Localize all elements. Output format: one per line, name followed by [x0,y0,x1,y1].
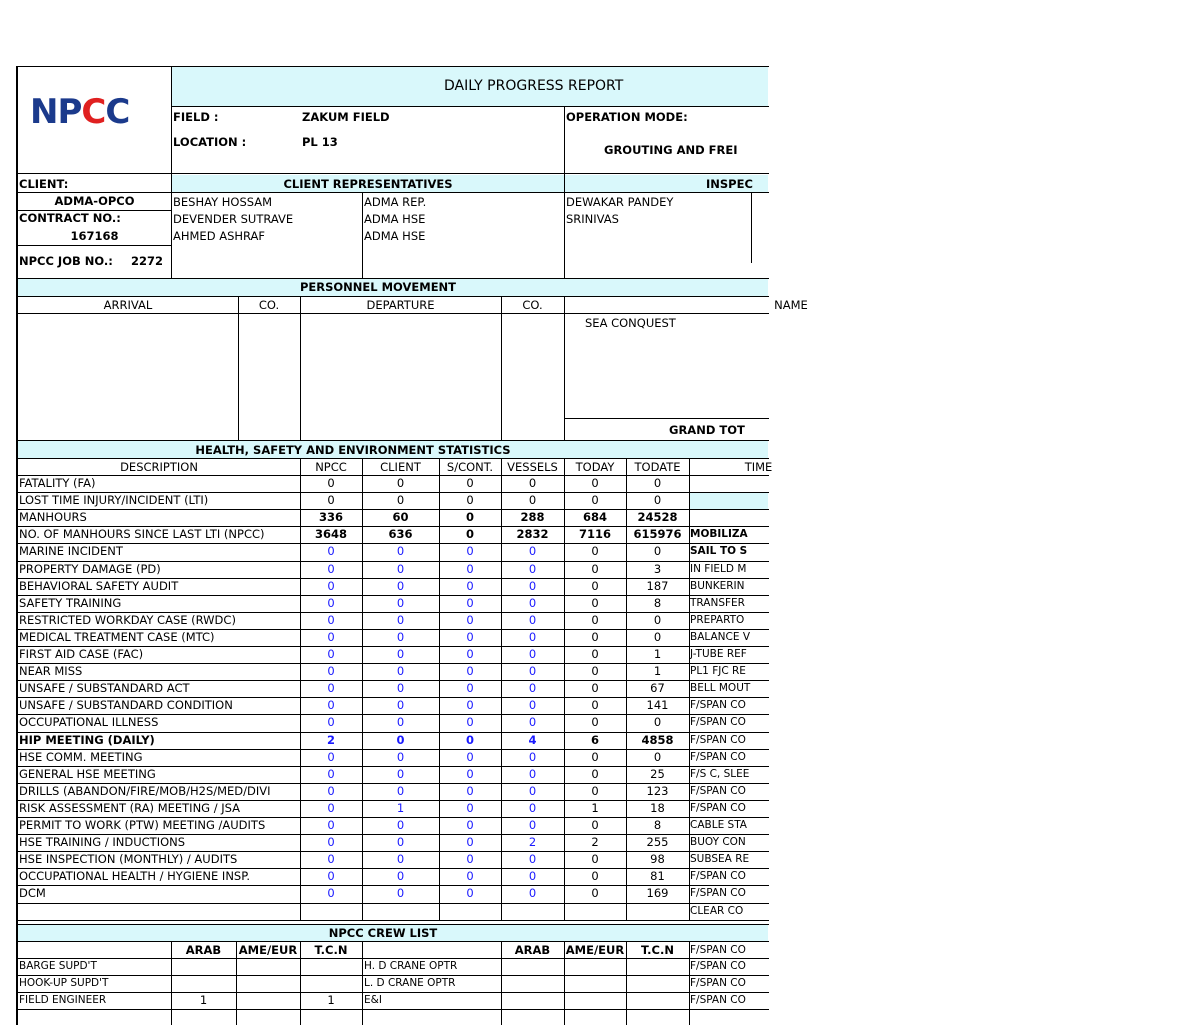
hse-row-t: 0 [591,715,599,729]
activity-item: F/SPAN CO [690,887,746,899]
client-rep-role: ADMA HSE [364,229,426,243]
hse-row-c: 0 [396,630,405,644]
hse-row-td: 0 [653,544,662,558]
grid-line-v [362,192,363,279]
hse-row-s: 0 [466,579,474,593]
hse-row-v: 0 [528,750,537,764]
activity-item: J-TUBE REF [690,648,747,660]
hse-row-v: 0 [528,886,537,900]
inspector-name: DEWAKAR PANDEY [566,195,674,209]
activity-item: PREPARTO [690,614,745,626]
hse-row-c: 0 [396,681,405,695]
grid-line-h [18,992,769,993]
operation-mode-value: GROUTING AND FREI [604,143,738,157]
grid-line-h [16,66,769,67]
hse-col-5: TODAY [575,460,615,474]
hse-row-n: 0 [327,493,335,507]
crew-col-3: ARAB [514,943,551,957]
grid-line-h [565,418,769,419]
hse-row-description: MARINE INCIDENT [19,544,123,558]
hse-row-v: 0 [528,869,537,883]
hse-row-c: 0 [396,835,405,849]
hse-row-td: 0 [653,715,662,729]
hse-row-n: 0 [327,715,335,729]
hse-row-n: 0 [327,869,335,883]
hse-title: HEALTH, SAFETY AND ENVIRONMENT STATISTICS [195,443,511,457]
activity-item: CABLE STA [690,819,747,831]
hse-row-s: 0 [466,681,474,695]
activity-item: F/SPAN CO [690,944,746,956]
hse-row-c: 0 [396,818,405,832]
hse-row-s: 0 [466,869,474,883]
hse-row-n: 0 [327,681,335,695]
hse-row-s: 0 [465,527,474,541]
crew-tcn: 1 [327,993,335,1007]
hse-row-td: 141 [646,698,669,712]
hse-row-td: 123 [646,784,669,798]
hse-row-td: 0 [653,476,662,490]
location-label: LOCATION : [173,135,247,149]
activity-item: F/SPAN CO [690,751,746,763]
hse-row-description: FIRST AID CASE (FAC) [19,647,144,661]
grid-line-h [18,975,769,976]
grid-line-v [236,941,237,1025]
hse-row-td: 0 [653,630,662,644]
activity-item: F/SPAN CO [690,785,746,797]
hse-row-c: 0 [396,715,405,729]
hse-row-n: 336 [318,510,343,524]
hse-row-v: 0 [528,801,537,815]
hse-row-c: 0 [396,886,405,900]
hse-row-c: 0 [396,493,405,507]
hse-row-v: 0 [528,784,537,798]
crew-position: HOOK-UP SUPD'T [19,977,109,989]
hse-col-1: NPCC [315,460,347,474]
hse-row-v: 0 [528,630,537,644]
hse-row-v: 0 [528,698,537,712]
hse-row-td: 0 [653,750,662,764]
hse-row-v: 0 [528,767,537,781]
hse-row-n: 0 [327,835,335,849]
hse-row-t: 7116 [578,527,611,541]
activity-item: MOBILIZA [690,528,748,540]
crew-position: BARGE SUPD'T [19,960,97,972]
personnel-col-2: DEPARTURE [366,298,435,312]
hse-row-description: MEDICAL TREATMENT CASE (MTC) [19,630,215,644]
hse-row-v: 0 [528,493,537,507]
hse-row-t: 0 [591,579,599,593]
hse-row-n: 0 [327,562,335,576]
hse-row-description: DRILLS (ABANDON/FIRE/MOB/H2S/MED/DIVI [19,784,271,798]
hse-row-t: 0 [591,869,599,883]
hse-row-td: 8 [653,596,662,610]
hse-row-v: 0 [528,852,537,866]
hse-row-t: 0 [591,818,599,832]
activity-item: PL1 FJC RE [690,665,746,677]
hse-row-n: 0 [327,767,335,781]
personnel-col-0: ARRIVAL [103,298,153,312]
grid-line-h [18,1009,769,1010]
grid-line-h [18,458,769,459]
hse-row-td: 25 [650,767,665,781]
hse-row-td: 0 [653,493,662,507]
hse-row-description: HSE INSPECTION (MONTHLY) / AUDITS [19,852,238,866]
hse-row-n: 0 [327,630,335,644]
hse-row-s: 0 [466,476,474,490]
hse-row-s: 0 [466,835,474,849]
hse-row-description: DCM [19,886,46,900]
crew-col-1: AME/EUR [238,943,298,957]
hse-col-6: TODATE [634,460,681,474]
hse-row-s: 0 [466,698,474,712]
hse-row-description: PERMIT TO WORK (PTW) MEETING /AUDITS [19,818,266,832]
hse-row-n: 0 [327,852,335,866]
hse-row-t: 0 [591,750,599,764]
hse-row-s: 0 [466,613,474,627]
hse-row-t: 2 [591,835,599,849]
hse-row-v: 0 [528,613,537,627]
grid-line-h [18,313,769,314]
crew-col-5: T.C.N [641,943,674,957]
hse-row-v: 0 [528,681,537,695]
crew-position: E&I [364,994,382,1006]
client-reps-title: CLIENT REPRESENTATIVES [283,177,453,191]
grid-line-v [238,296,239,441]
hse-row-n: 0 [327,664,335,678]
hse-row-n: 3648 [314,527,347,541]
hse-row-t: 0 [591,664,599,678]
activity-item: F/S C, SLEE [690,768,750,780]
hse-row-n: 0 [327,476,335,490]
hse-row-t: 0 [591,647,599,661]
personnel-col-3: CO. [522,298,543,312]
activity-item: SAIL TO S [690,545,748,557]
hse-row-s: 0 [466,818,474,832]
client-rep-name: BESHAY HOSSAM [173,195,273,209]
hse-row-description: UNSAFE / SUBSTANDARD ACT [19,681,190,695]
hse-row-v: 0 [528,715,537,729]
hse-row-description: HIP MEETING (DAILY) [19,733,155,747]
hse-row-v: 288 [520,510,545,524]
hse-row-description: OCCUPATIONAL ILLNESS [19,715,159,729]
hse-row-s: 0 [466,801,474,815]
grid-line-v [300,941,301,1025]
hse-row-td: 67 [650,681,665,695]
grid-line-v [362,941,363,1025]
hse-row-td: 4858 [641,733,674,747]
grid-line-h [18,278,769,279]
hse-row-s: 0 [466,596,474,610]
hse-row-description: MANHOURS [19,510,87,524]
hse-row-v: 0 [528,596,537,610]
hse-row-v: 2832 [516,527,549,541]
hse-row-t: 0 [591,767,599,781]
hse-row-c: 0 [396,852,405,866]
hse-col-7: TIME [744,460,773,474]
crew-arab: 1 [199,993,208,1007]
hse-col-0: DESCRIPTION [120,460,198,474]
grid-line-h [18,920,769,921]
hse-col-4: VESSELS [507,460,558,474]
hse-row-c: 636 [388,527,413,541]
npcc-logo: NPCC [30,92,130,132]
hse-row-td: 81 [650,869,665,883]
inspec-title: INSPEC [706,177,753,191]
hse-row-t: 6 [590,733,599,747]
hse-row-description: OCCUPATIONAL HEALTH / HYGIENE INSP. [19,869,251,883]
activity-item: F/SPAN CO [690,870,746,882]
hse-row-t: 684 [582,510,607,524]
personnel-title: PERSONNEL MOVEMENT [299,280,457,294]
hse-row-td: 3 [653,562,662,576]
grid-line-h [18,296,769,297]
hse-row-c: 60 [392,510,409,524]
hse-row-c: 0 [396,476,405,490]
hse-row-n: 0 [327,579,335,593]
job-value: 2272 [131,254,164,268]
hse-row-td: 1 [653,647,662,661]
hse-row-t: 0 [591,852,599,866]
hse-row-v: 0 [528,476,537,490]
hse-row-t: 1 [591,801,599,815]
hse-row-c: 0 [396,733,405,747]
grid-line-h [18,192,172,193]
grid-line-h [18,245,172,246]
hse-row-description: RESTRICTED WORKDAY CASE (RWDC) [19,613,236,627]
hse-row-t: 0 [591,698,599,712]
hse-row-n: 0 [327,544,335,558]
hse-row-t: 0 [591,544,599,558]
hse-row-s: 0 [466,784,474,798]
hse-row-c: 0 [396,698,405,712]
hse-row-c: 0 [396,613,405,627]
operation-mode-label: OPERATION MODE: [566,110,688,124]
hse-row-v: 0 [528,647,537,661]
activity-item: BALANCE V [690,631,751,643]
client-rep-name: AHMED ASHRAF [173,229,266,243]
hse-row-s: 0 [466,562,474,576]
hse-row-s: 0 [466,852,474,866]
hse-row-n: 0 [327,698,335,712]
hse-row-c: 0 [396,750,405,764]
activity-item: BUNKERIN [690,580,745,592]
hse-row-t: 0 [591,681,599,695]
activity-item: F/SPAN CO [690,977,746,989]
grid-line-h [18,903,769,904]
contract-label: CONTRACT NO.: [19,211,121,225]
grid-line-v [751,192,752,263]
hse-row-c: 0 [396,869,405,883]
hse-row-v: 0 [528,544,537,558]
hse-row-description: LOST TIME INJURY/INCIDENT (LTI) [19,493,209,507]
crew-position: L. D CRANE OPTR [364,977,456,989]
hse-row-td: 1 [653,664,662,678]
field-value: ZAKUM FIELD [302,110,390,124]
hse-row-description: SAFETY TRAINING [19,596,122,610]
hse-row-td: 615976 [633,527,682,541]
hse-row-s: 0 [466,750,474,764]
field-label: FIELD : [173,110,219,124]
hse-col-3: S/CONT. [446,460,494,474]
hse-row-s: 0 [466,715,474,729]
hse-row-td: 24528 [637,510,678,524]
hse-row-n: 0 [327,886,335,900]
activity-item: BELL MOUT [690,682,751,694]
hse-row-v: 4 [528,733,537,747]
hse-col-2: CLIENT [380,460,421,474]
hse-row-td: 18 [650,801,665,815]
hse-row-description: BEHAVIORAL SAFETY AUDIT [19,579,179,593]
grand-total-label: GRAND TOT [669,423,745,437]
grid-line-v [501,296,502,441]
hse-row-c: 0 [396,647,405,661]
hse-row-s: 0 [466,767,474,781]
grid-line-h [18,941,769,942]
hse-row-n: 2 [326,733,335,747]
hse-row-s: 0 [466,664,474,678]
location-value: PL 13 [302,135,338,149]
crew-col-2: T.C.N [314,943,348,957]
hse-row-description: GENERAL HSE MEETING [19,767,156,781]
activity-item: F/SPAN CO [690,960,746,972]
activity-item: F/SPAN CO [690,802,746,814]
hse-row-td: 8 [653,818,662,832]
hse-row-description: NEAR MISS [19,664,83,678]
hse-row-description: NO. OF MANHOURS SINCE LAST LTI (NPCC) [19,527,265,541]
hse-row-s: 0 [466,544,474,558]
crew-title: NPCC CREW LIST [328,926,438,940]
hse-row-n: 0 [327,647,335,661]
hse-row-c: 0 [396,579,405,593]
hse-row-td: 187 [646,579,669,593]
client-rep-role: ADMA REP. [364,195,427,209]
hse-row-n: 0 [327,784,335,798]
crew-col-0: ARAB [185,943,222,957]
grid-line-v [171,941,172,1025]
inspector-name: SRINIVAS [566,212,619,226]
hse-row-t: 0 [591,630,599,644]
hse-row-t: 0 [591,493,599,507]
hse-row-t: 0 [591,784,599,798]
hse-row-td: 169 [646,886,669,900]
hse-row-t: 0 [591,562,599,576]
client-rep-name: DEVENDER SUTRAVE [173,212,294,226]
header-fill [690,492,768,509]
crew-position: H. D CRANE OPTR [364,960,458,972]
client-value: ADMA-OPCO [54,194,135,208]
hse-row-description: RISK ASSESSMENT (RA) MEETING / JSA [19,801,241,815]
hse-row-c: 0 [396,664,405,678]
activity-item: CLEAR CO [690,905,744,917]
activity-item: F/SPAN CO [690,716,746,728]
personnel-col-1: CO. [258,298,280,312]
grid-line-h [18,924,769,925]
grid-line-h [172,106,769,107]
hse-row-n: 0 [327,801,335,815]
hse-row-v: 0 [528,818,537,832]
hse-row-t: 0 [591,476,599,490]
personnel-col-4: NAME [774,298,808,312]
hse-row-s: 0 [466,630,474,644]
job-label: NPCC JOB NO.: [19,254,113,268]
grid-line-h [18,958,769,959]
hse-row-td: 255 [646,835,669,849]
hse-row-s: 0 [465,733,474,747]
hse-row-s: 0 [466,493,474,507]
activity-item: F/SPAN CO [690,699,746,711]
activity-item: F/SPAN CO [690,734,746,746]
hse-row-s: 0 [466,647,474,661]
hse-row-s: 0 [466,886,474,900]
activity-item: IN FIELD M [690,563,747,575]
hse-row-description: HSE COMM. MEETING [19,750,143,764]
vessel-name: SEA CONQUEST [585,316,676,330]
grid-line-v [501,941,502,1025]
grid-line-v [564,296,565,441]
grid-line-h [172,192,769,193]
hse-row-v: 0 [528,562,537,576]
hse-row-c: 0 [396,784,405,798]
hse-row-c: 0 [396,596,405,610]
grid-line-v [300,296,301,441]
hse-row-v: 0 [528,664,537,678]
hse-row-s: 0 [465,510,474,524]
hse-row-c: 1 [396,801,405,815]
hse-row-c: 0 [396,562,405,576]
hse-row-v: 0 [528,579,537,593]
activity-item: F/SPAN CO [690,994,746,1006]
crew-position: FIELD ENGINEER [19,994,107,1006]
hse-row-description: PROPERTY DAMAGE (PD) [19,562,161,576]
hse-row-t: 0 [591,596,599,610]
hse-row-td: 0 [653,613,662,627]
client-rep-role: ADMA HSE [364,212,426,226]
crew-col-4: AME/EUR [565,943,625,957]
hse-row-description: UNSAFE / SUBSTANDARD CONDITION [19,698,233,712]
hse-row-t: 0 [591,886,599,900]
hse-row-n: 0 [327,613,335,627]
hse-row-n: 0 [327,596,335,610]
hse-row-td: 98 [650,852,665,866]
hse-row-c: 0 [396,767,405,781]
contract-value: 167168 [70,229,119,243]
grid-line-v [626,941,627,1025]
hse-row-n: 0 [327,818,335,832]
hse-row-c: 0 [396,544,405,558]
hse-row-v: 2 [528,835,537,849]
grid-line-h [18,440,769,441]
hse-row-description: FATALITY (FA) [19,476,96,490]
client-label: CLIENT: [19,177,69,191]
hse-row-description: HSE TRAINING / INDUCTIONS [19,835,186,849]
grid-line-v [564,941,565,1025]
grid-line-h [18,173,769,174]
activity-item: TRANSFER [690,597,745,609]
hse-row-t: 0 [591,613,599,627]
activity-item: BUOY CON [690,836,746,848]
activity-item: SUBSEA RE [690,853,750,865]
hse-row-n: 0 [327,750,335,764]
report-title: DAILY PROGRESS REPORT [444,78,624,94]
